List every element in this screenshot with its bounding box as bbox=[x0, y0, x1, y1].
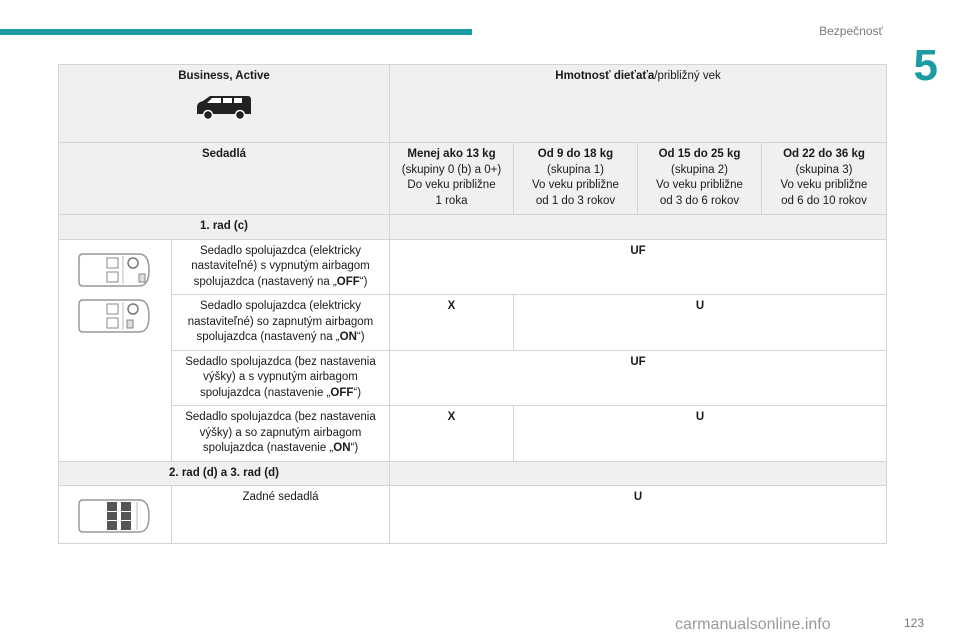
version-label: Business, Active bbox=[178, 70, 270, 82]
group-title: Od 15 do 25 kg bbox=[658, 148, 741, 160]
seat-desc-2: Sedadlo spolujazdca (elektricky nastaviteľné) so zapnutým airbagom spolujazdca (nastavený na „ON“) bbox=[172, 295, 390, 351]
watermark: carmanualsonline.info bbox=[675, 616, 831, 633]
rear-seat-value: U bbox=[390, 486, 887, 544]
front-seat-left-diagram-icon bbox=[77, 250, 153, 290]
seat-desc-1: Sedadlo spolujazdca (elektricky nastaviteľné) s vypnutým airbagom spolujazdca (nastavený na „OFF“) bbox=[172, 239, 390, 295]
group-label: (skupina 3) bbox=[795, 163, 853, 176]
weight-header-bold: Hmotnosť dieťaťa bbox=[555, 70, 655, 82]
group-title: Od 9 do 18 kg bbox=[537, 148, 614, 160]
group-age-line2: od 3 do 6 rokov bbox=[659, 194, 740, 207]
weight-header-rest: /približný vek bbox=[654, 70, 721, 82]
group-age-line1: Vo veku približne bbox=[780, 179, 868, 192]
group-age-line1: Do veku približne bbox=[407, 179, 496, 192]
seat-value-3: UF bbox=[390, 350, 887, 406]
group-label: (skupina 2) bbox=[671, 163, 728, 176]
rear-seats-diagram-icon bbox=[77, 496, 153, 536]
group-cell-3 bbox=[762, 143, 887, 215]
car-icon bbox=[194, 93, 254, 121]
group-label: (skupina 1) bbox=[547, 163, 604, 176]
group-age-line1: Vo veku približne bbox=[656, 179, 743, 192]
group-title: Od 22 do 36 kg bbox=[783, 148, 865, 160]
seat-desc-4: Sedadlo spolujazdca (bez nastavenia výšky) a so zapnutým airbagom spolujazdca (nastavenie „ON“) bbox=[172, 406, 390, 462]
seat-desc-3: Sedadlo spolujazdca (bez nastavenia výšky) a s vypnutým airbagom spolujazdca (nastavenie „OFF“) bbox=[172, 350, 390, 406]
child-seat-table bbox=[58, 64, 887, 544]
chapter-accent-bar bbox=[0, 29, 472, 35]
seat-value-2-rest: U bbox=[514, 295, 887, 351]
group-cell-0 bbox=[390, 143, 514, 215]
group-label: (skupiny 0 (b) a 0+) bbox=[401, 163, 502, 176]
row1-label-filler bbox=[390, 215, 887, 240]
chapter-number: 5 bbox=[913, 41, 938, 90]
page-number: 123 bbox=[903, 616, 924, 630]
seat-value-2-first: X bbox=[390, 295, 514, 351]
group-cell-2 bbox=[638, 143, 762, 215]
group-title: Menej ako 13 kg bbox=[407, 148, 496, 160]
seat-value-1: UF bbox=[390, 239, 887, 295]
group-age-line2: 1 roka bbox=[435, 194, 468, 207]
group-age-line2: od 6 do 10 rokov bbox=[781, 194, 867, 207]
seat-value-4-first: X bbox=[390, 406, 514, 462]
group-age-line2: od 1 do 3 rokov bbox=[535, 194, 616, 207]
row1-label: 1. rad (c) bbox=[59, 215, 390, 240]
version-cell bbox=[59, 65, 390, 143]
section-title: Bezpečnosť bbox=[819, 24, 883, 38]
rear-seat-diagram-cell bbox=[59, 486, 172, 544]
front-seat-right-diagram-icon bbox=[77, 296, 153, 336]
front-seat-diagram-cell bbox=[59, 239, 172, 461]
row2-label-filler bbox=[390, 461, 887, 486]
rear-seat-desc: Zadné sedadlá bbox=[172, 486, 390, 544]
weight-header-cell bbox=[390, 65, 887, 143]
group-cell-1 bbox=[514, 143, 638, 215]
seat-value-4-rest: U bbox=[514, 406, 887, 462]
group-age-line1: Vo veku približne bbox=[532, 179, 619, 192]
seats-label: Sedadlá bbox=[59, 143, 390, 215]
row2-label: 2. rad (d) a 3. rad (d) bbox=[59, 461, 390, 486]
